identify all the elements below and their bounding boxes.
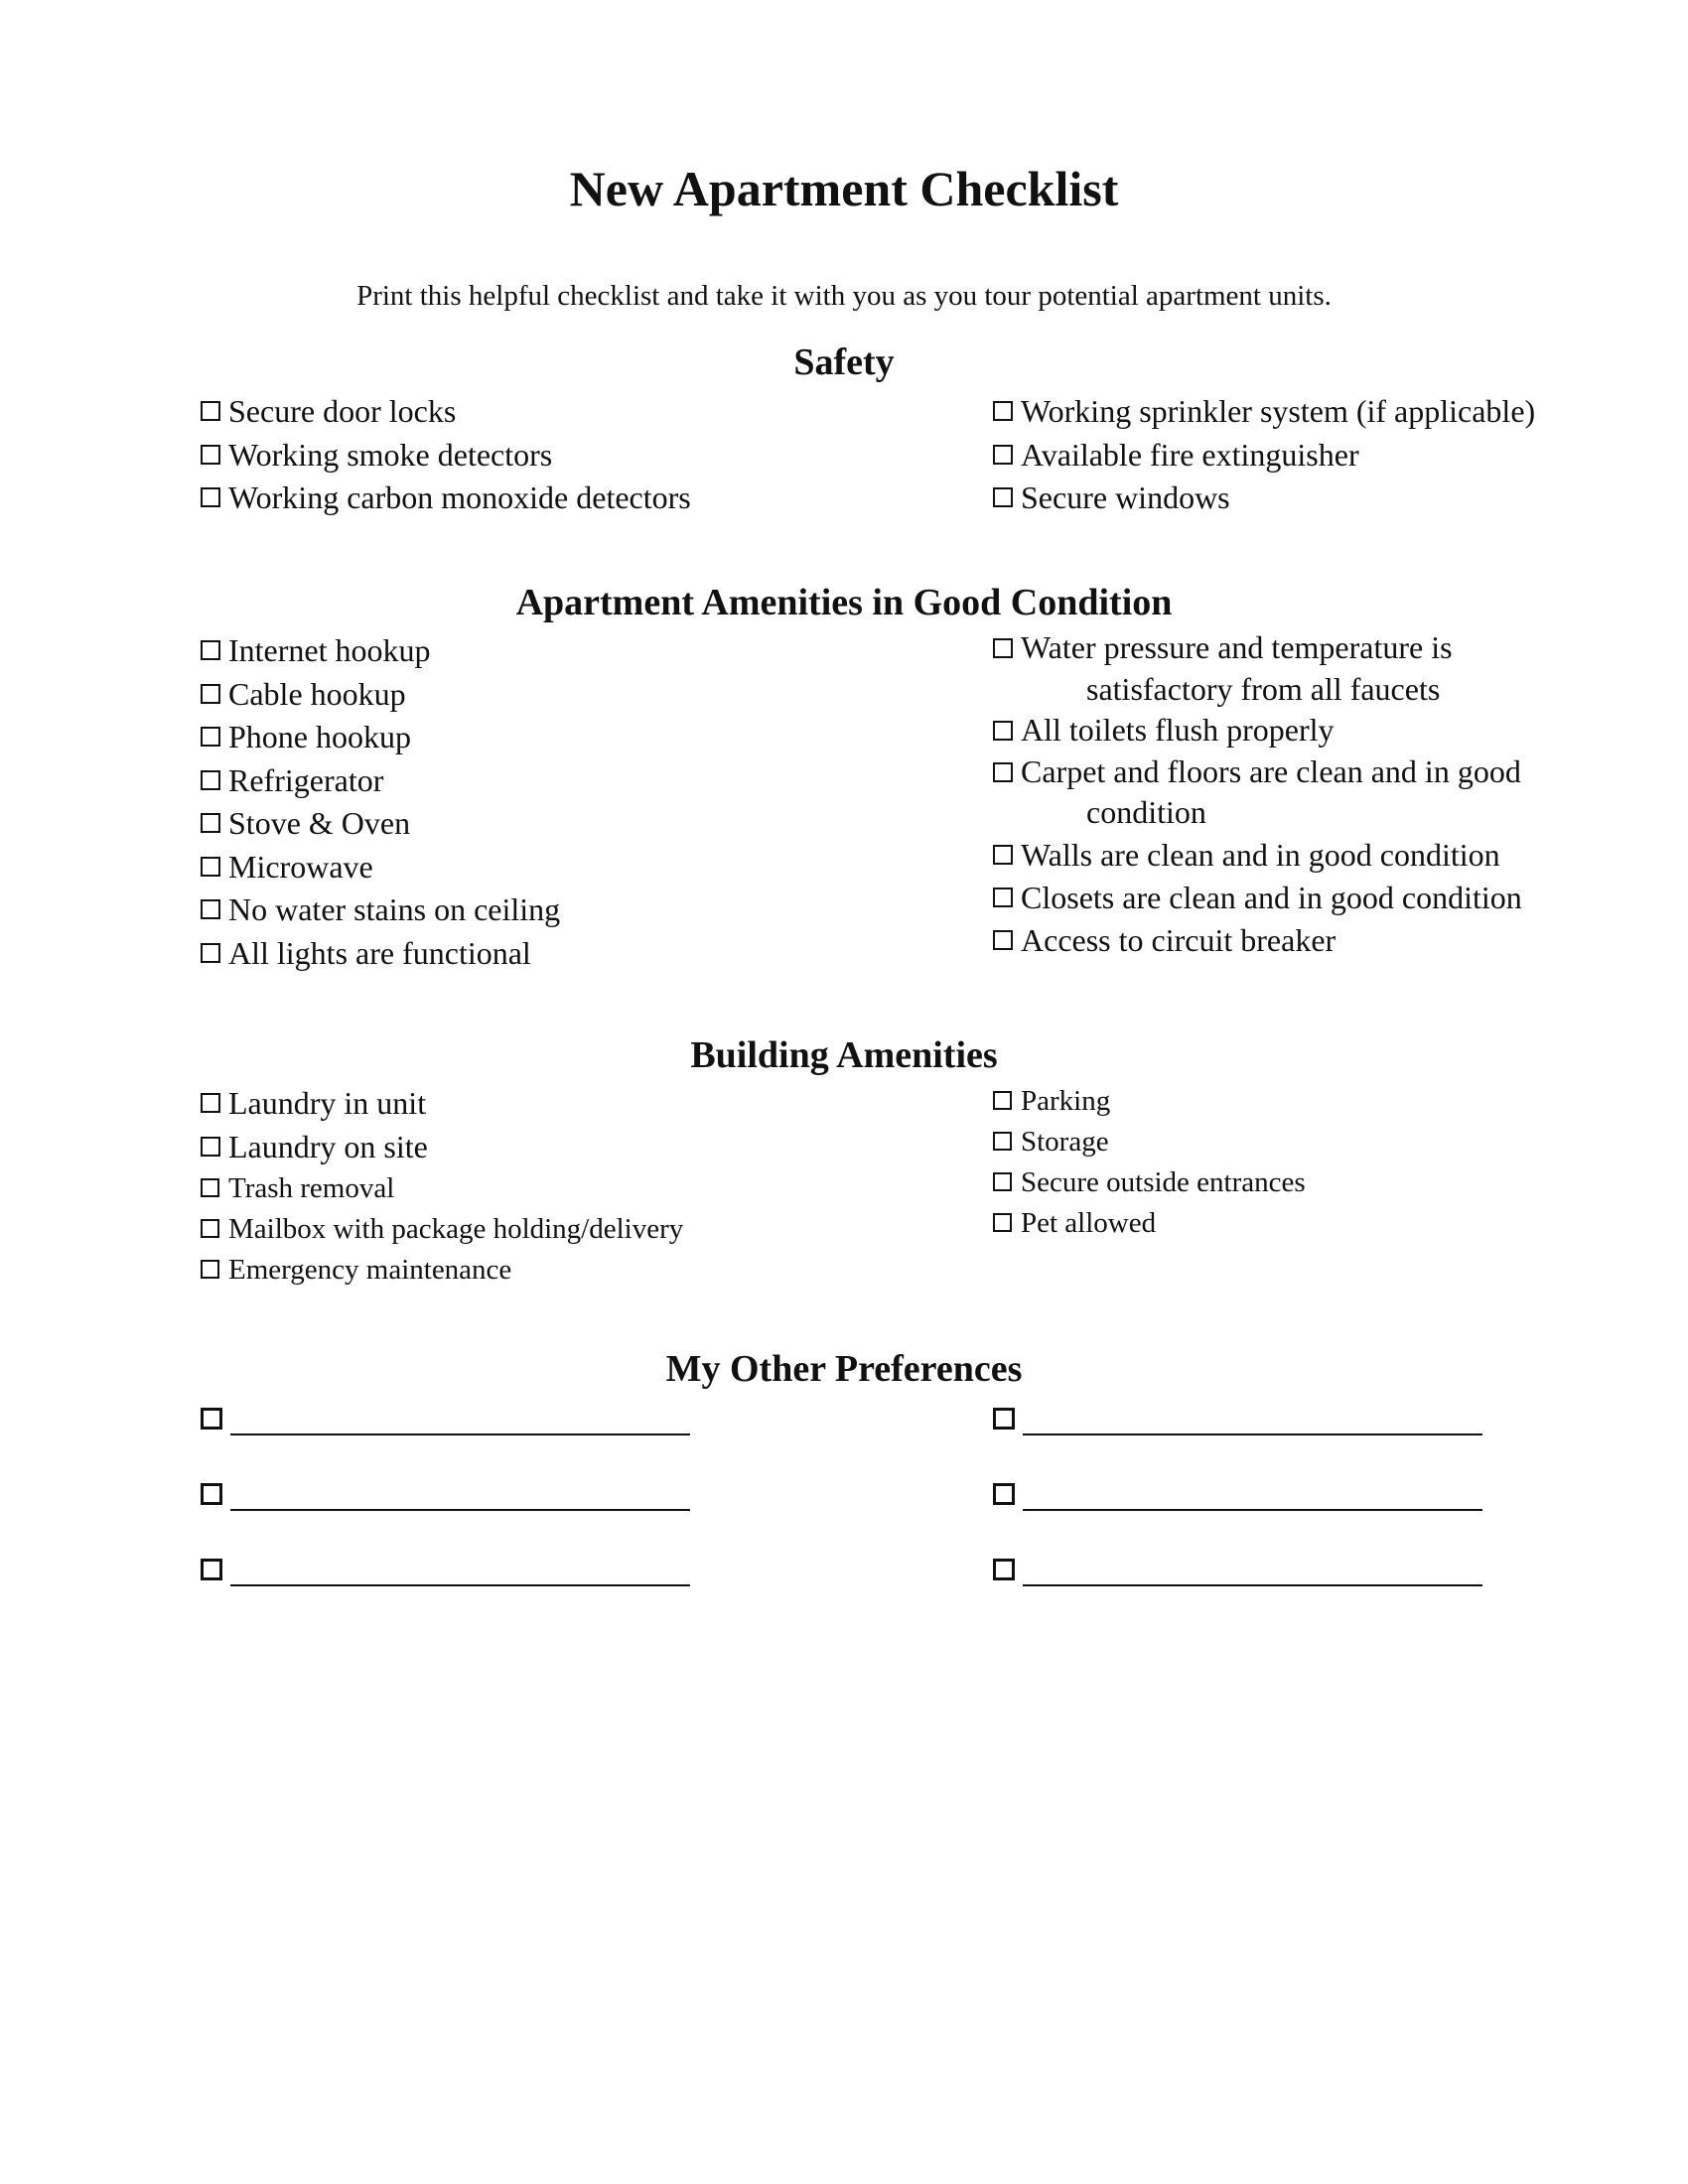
checklist-item[interactable] <box>991 751 1676 834</box>
item-label: Laundry in unit <box>228 1085 427 1121</box>
item-label: Access to circuit breaker <box>1021 921 1336 958</box>
intro-text: Print this helpful checklist and take it with you as you tour potential apartment units. <box>356 280 1332 312</box>
preference-row[interactable] <box>991 1471 1676 1547</box>
checklist-item[interactable] <box>199 1082 973 1126</box>
item-label: Laundry on site <box>228 1128 428 1164</box>
page-title: New Apartment Checklist <box>569 161 1119 216</box>
blank-write-in-line[interactable] <box>1023 1584 1482 1586</box>
checkbox[interactable] <box>993 1483 1015 1505</box>
checklist-item[interactable] <box>199 846 973 889</box>
item-label: Carpet and floors are clean and in good <box>1021 752 1521 789</box>
item-label: Secure windows <box>1021 479 1230 515</box>
checkbox[interactable] <box>201 684 220 704</box>
blank-write-in-line[interactable] <box>230 1433 690 1435</box>
checkbox[interactable] <box>201 1260 219 1279</box>
item-label-continued: satisfactory from all faucets <box>1086 670 1441 707</box>
checkbox[interactable] <box>993 1213 1012 1232</box>
checklist-item[interactable] <box>199 673 973 717</box>
checklist-item[interactable] <box>991 710 1676 751</box>
checklist-item[interactable] <box>199 802 973 846</box>
blank-write-in-line[interactable] <box>1023 1509 1482 1511</box>
checkbox[interactable] <box>201 770 220 790</box>
checkbox[interactable] <box>993 1408 1015 1430</box>
blank-write-in-line[interactable] <box>230 1584 690 1586</box>
other-preferences-right-column <box>991 1396 1676 1622</box>
item-label: Secure door locks <box>228 393 457 429</box>
checklist-item[interactable] <box>199 477 973 520</box>
checklist-item[interactable] <box>199 1209 973 1250</box>
apartment-amenities-right-column <box>991 627 1676 962</box>
checklist-item[interactable] <box>991 1081 1676 1122</box>
item-label: Stove & Oven <box>228 805 411 841</box>
checklist-item[interactable] <box>199 629 973 673</box>
item-label: Mailbox with package holding/delivery <box>228 1213 684 1245</box>
safety-left-column <box>199 390 973 520</box>
apartment-amenities-left-column <box>199 629 973 975</box>
checkbox[interactable] <box>201 857 220 877</box>
checkbox[interactable] <box>201 1093 220 1113</box>
item-label: Available fire extinguisher <box>1021 436 1359 473</box>
item-label: Working sprinkler system (if applicable) <box>1021 393 1536 429</box>
item-label: Refrigerator <box>228 761 384 798</box>
checklist-item[interactable] <box>199 1250 973 1291</box>
item-label: Water pressure and temperature is <box>1021 629 1453 665</box>
checklist-item[interactable] <box>991 919 1676 962</box>
item-label: Closets are clean and in good condition <box>1021 879 1522 915</box>
checklist-item[interactable] <box>199 932 973 976</box>
item-label: Phone hookup <box>228 719 411 754</box>
checklist-item[interactable] <box>991 477 1676 520</box>
checkbox[interactable] <box>201 727 220 747</box>
checklist-item[interactable] <box>199 434 973 478</box>
checkbox[interactable] <box>201 1483 222 1505</box>
checkbox[interactable] <box>993 721 1013 741</box>
apartment-amenities-heading: Apartment Amenities in Good Condition <box>515 582 1173 623</box>
item-label: Internet hookup <box>228 632 431 668</box>
checklist-item[interactable] <box>991 390 1676 434</box>
item-label: Microwave <box>228 848 373 885</box>
checklist-item[interactable] <box>991 877 1676 919</box>
safety-right-column <box>991 390 1676 520</box>
checklist-item[interactable] <box>199 716 973 759</box>
checkbox[interactable] <box>201 1408 222 1430</box>
checkbox[interactable] <box>201 1137 220 1157</box>
item-label: Pet allowed <box>1021 1207 1157 1239</box>
checklist-item[interactable] <box>991 434 1676 478</box>
item-label-continued: condition <box>1086 794 1206 830</box>
checkbox[interactable] <box>993 1132 1012 1151</box>
building-amenities-right-column <box>991 1081 1676 1244</box>
checkbox[interactable] <box>993 845 1013 865</box>
checkbox[interactable] <box>993 1172 1012 1191</box>
checkbox[interactable] <box>201 1178 219 1197</box>
checklist-item[interactable] <box>199 1126 973 1169</box>
preference-row[interactable] <box>991 1396 1676 1471</box>
checklist-item[interactable] <box>991 627 1676 710</box>
checkbox[interactable] <box>201 640 220 660</box>
checkbox[interactable] <box>201 1559 222 1580</box>
checklist-item[interactable] <box>991 1122 1676 1162</box>
checkbox[interactable] <box>201 445 220 465</box>
checkbox[interactable] <box>201 813 220 833</box>
checkbox[interactable] <box>993 445 1013 465</box>
checkbox[interactable] <box>201 943 220 963</box>
checkbox[interactable] <box>993 887 1013 907</box>
checkbox[interactable] <box>993 762 1013 782</box>
checkbox[interactable] <box>201 899 220 919</box>
item-label: Secure outside entrances <box>1021 1166 1306 1198</box>
item-label: Cable hookup <box>228 675 406 712</box>
checklist-item[interactable] <box>991 1203 1676 1244</box>
building-amenities-left-column <box>199 1082 973 1291</box>
item-label: All lights are functional <box>228 934 531 971</box>
checkbox[interactable] <box>993 1559 1015 1580</box>
other-preferences-left-column <box>199 1396 973 1622</box>
preference-row[interactable] <box>199 1547 973 1622</box>
checkbox[interactable] <box>201 1219 219 1238</box>
checkbox[interactable] <box>201 401 220 421</box>
checkbox[interactable] <box>993 638 1013 658</box>
checklist-item[interactable] <box>199 1168 973 1209</box>
checklist-item[interactable] <box>199 390 973 434</box>
blank-write-in-line[interactable] <box>1023 1433 1482 1435</box>
checklist-item[interactable] <box>991 834 1676 877</box>
checkbox[interactable] <box>993 1091 1012 1110</box>
item-label: Emergency maintenance <box>228 1254 512 1286</box>
safety-heading: Safety <box>793 341 895 383</box>
checkbox[interactable] <box>993 401 1013 421</box>
checkbox[interactable] <box>993 487 1013 507</box>
preference-row[interactable] <box>199 1471 973 1547</box>
checkbox[interactable] <box>201 487 220 507</box>
blank-write-in-line[interactable] <box>230 1509 690 1511</box>
checkbox[interactable] <box>993 930 1013 950</box>
other-preferences-heading: My Other Preferences <box>665 1348 1023 1390</box>
checklist-item[interactable] <box>199 759 973 803</box>
item-label: Walls are clean and in good condition <box>1021 836 1500 873</box>
item-label: Working smoke detectors <box>228 436 553 473</box>
item-label: No water stains on ceiling <box>228 891 561 927</box>
item-label: Trash removal <box>228 1172 395 1204</box>
item-label: Parking <box>1021 1085 1111 1117</box>
preference-row[interactable] <box>991 1547 1676 1622</box>
building-amenities-heading: Building Amenities <box>690 1034 998 1076</box>
checklist-item[interactable] <box>991 1162 1676 1203</box>
item-label: Storage <box>1021 1126 1109 1158</box>
item-label: All toilets flush properly <box>1021 712 1335 748</box>
preference-row[interactable] <box>199 1396 973 1471</box>
item-label: Working carbon monoxide detectors <box>228 479 691 515</box>
checklist-item[interactable] <box>199 888 973 932</box>
